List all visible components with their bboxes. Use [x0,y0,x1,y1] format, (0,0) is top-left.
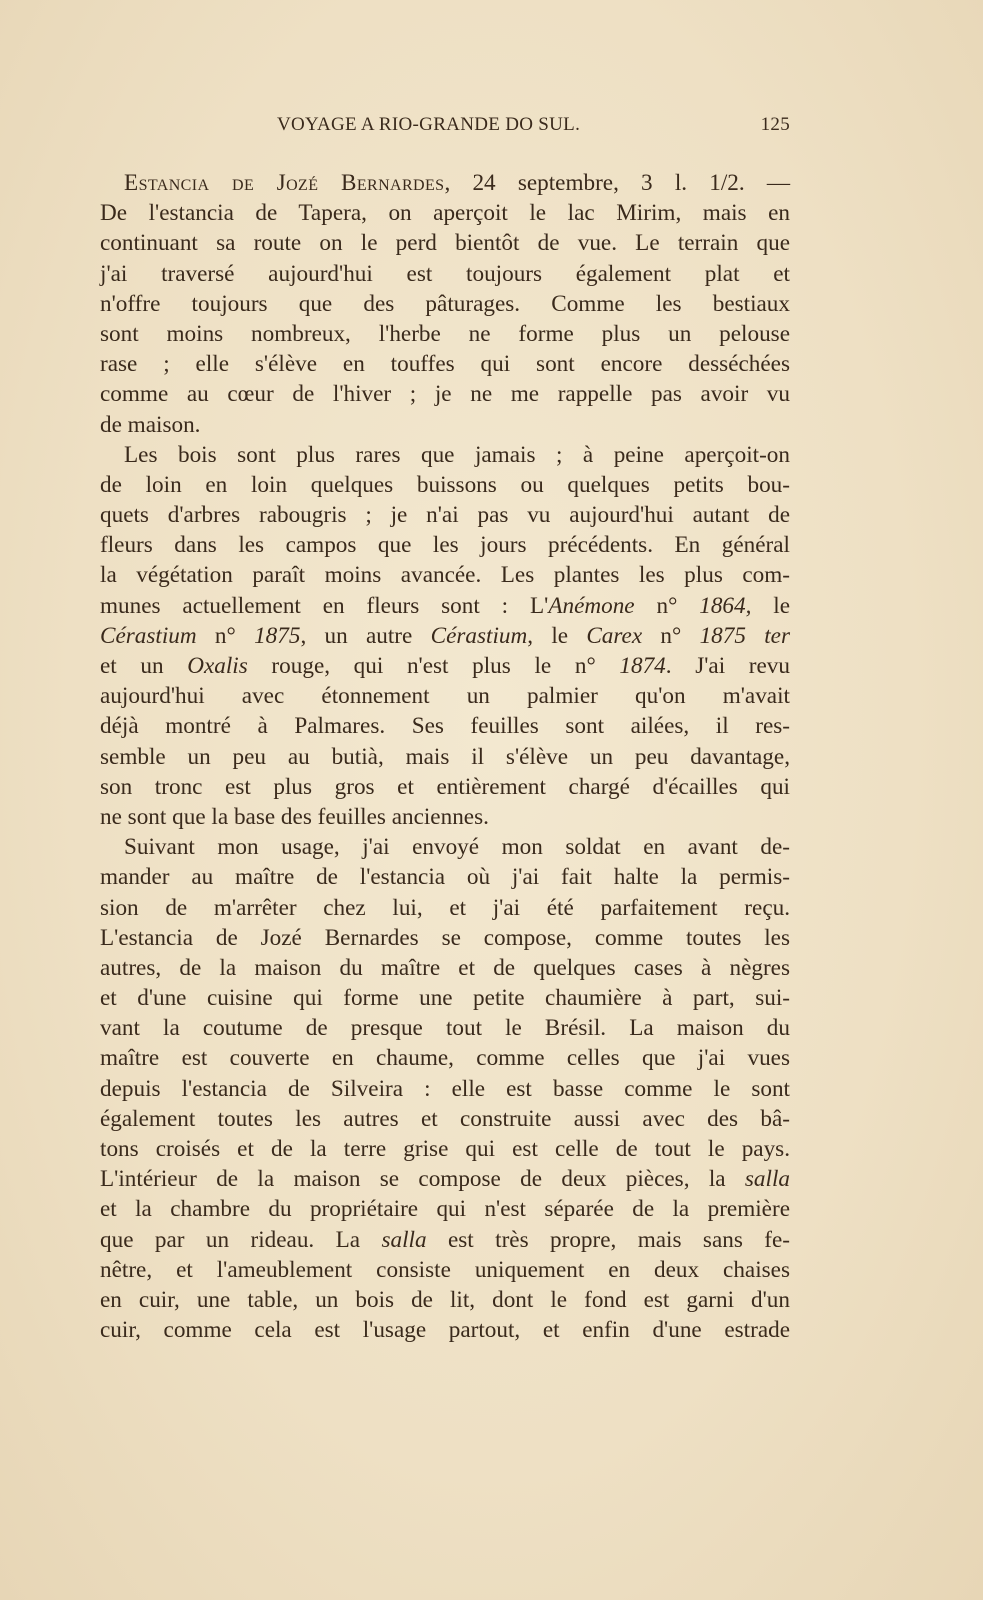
text-segment: munes actuellement en fleurs sont : L' [100,592,549,619]
text-line [100,742,790,772]
text-segment: maître est couverte en chaume, comme celles que j'ai vues [100,1045,790,1072]
text-line [100,802,790,832]
text-line [100,621,790,651]
running-title: VOYAGE A RIO-GRANDE DO SUL. [277,114,581,135]
text-line [100,1043,790,1073]
italic-term: Oxalis [187,653,248,679]
text-line [100,1104,790,1134]
paragraph [100,832,790,1345]
text-segment: la végétation paraît moins avancée. Les plantes les plus com- [100,562,790,589]
text-segment: est très propre, mais sans fe- [426,1226,790,1253]
text-segment: nêtre, et l'ameublement consiste uniquement en deux chaises [100,1256,790,1283]
text-segment: depuis l'estancia de Silveira : elle est basse comme le sont [100,1075,790,1102]
text-segment: mander au maître de l'estancia où j'ai fait halte la permis- [100,864,790,891]
text-segment: , le [527,622,587,649]
italic-term: salla [381,1226,427,1253]
text-segment: que par un rideau. La [100,1226,382,1253]
text-line [100,228,790,258]
text-segment: tons croisés et de la terre grise qui est celle de tout le pays. [100,1136,790,1162]
text-line [100,591,790,621]
text-line [100,259,790,289]
italic-term: 1875 ter [699,622,790,649]
text-segment: Suivant mon usage, j'ai envoyé mon soldat en avant de- [124,834,790,861]
paragraph [100,440,790,832]
text-segment: déjà montré à Palmares. Ses feuilles sont ailées, il res- [100,713,790,740]
italic-term: Anémone [548,592,635,619]
text-segment: n'offre toujours que des pâturages. Comme les bestiaux [100,290,790,317]
small-caps-heading: Estancia de Jozé Bernardes [124,170,445,196]
text-line [100,1315,790,1345]
text-segment: L'estancia de Jozé Bernardes se compose, comme toutes les [100,924,790,951]
text-line [100,651,790,681]
text-segment: fleurs dans les campos que les jours précédents. En général [100,532,790,559]
text-line [100,711,790,741]
text-line [100,198,790,228]
text-line [100,862,790,892]
text-segment: autres, de la maison du maître et de quelques cases à nègres [100,954,790,981]
text-line [100,349,790,379]
italic-term: Cérastium [100,622,197,649]
text-segment: cuir, comme cela est l'usage partout, et enfin d'une estrade [100,1317,790,1344]
text-segment: quets d'arbres rabougris ; je n'ai pas vu aujourd'hui autant de [100,502,790,529]
text-segment: n° [642,622,700,649]
text-line [100,983,790,1013]
text-segment: et la chambre du propriétaire qui n'est séparée de la première [100,1196,790,1223]
text-line [100,1074,790,1104]
text-line [100,1194,790,1224]
text-segment: de loin en loin quelques buissons ou quelques petits bou- [100,471,790,498]
text-line [100,923,790,953]
text-line [100,1225,790,1255]
italic-term: 1864, [699,592,752,619]
text-segment: comme au cœur de l'hiver ; je ne me rappelle pas avoir vu [100,381,790,408]
page-number: 125 [760,114,790,135]
text-segment: vant la coutume de presque tout le Brésil. La maison du [100,1015,790,1042]
text-segment: aujourd'hui avec étonnement un palmier qu'on m'avait [100,683,790,710]
text-segment: continuant sa route on le perd bientôt de vue. Le terrain que [100,230,790,257]
text-segment: semble un peu au butià, mais il s'élève un peu davantage, [100,743,790,770]
text-segment: j'ai traversé aujourd'hui est toujours également plat et [100,260,790,287]
text-line [100,319,790,349]
text-line [100,832,790,862]
text-line [100,893,790,923]
text-segment: sont moins nombreux, l'herbe ne forme plus un pelouse [100,320,790,347]
text-line [100,500,790,530]
text-line [100,1255,790,1285]
text-segment: ne sont que la base des feuilles anciennes. [100,803,489,830]
text-segment: et d'une cuisine qui forme une petite chaumière à part, sui- [100,985,790,1012]
text-segment: sion de m'arrêter chez lui, et j'ai été parfaitement reçu. [100,894,790,921]
text-line [100,530,790,560]
text-segment: , un autre [300,622,431,649]
italic-term: salla [744,1166,790,1193]
running-head [100,114,790,140]
text-line [100,1164,790,1194]
text-segment: , 24 septembre, 3 l. 1/2. — [444,170,791,196]
text-line [100,1134,790,1164]
text-segment: également toutes les autres et construite aussi avec des bâ- [100,1105,790,1132]
text-line [100,953,790,983]
text-segment: de maison. [100,411,201,438]
text-segment: Les bois sont plus rares que jamais ; à peine aperçoit-on [124,441,790,468]
text-segment: L'intérieur de la maison se compose de deux pièces, la [100,1166,745,1193]
italic-term: 1874 [619,653,666,679]
text-line [100,440,790,470]
paragraph [100,168,790,440]
text-segment: n° [196,622,255,649]
italic-term: Carex [586,622,643,649]
body-text [100,168,790,1345]
italic-term: Cérastium [430,622,528,649]
text-line [100,1285,790,1315]
text-line [100,168,790,198]
text-segment: en cuir, une table, un bois de lit, dont le fond est garni d'un [100,1286,790,1313]
text-segment: rase ; elle s'élève en touffes qui sont encore desséchées [100,351,790,378]
text-line [100,681,790,711]
text-line [100,379,790,409]
text-line [100,289,790,319]
text-segment: De l'estancia de Tapera, on aperçoit le lac Mirim, mais en [100,200,790,227]
text-line [100,470,790,500]
italic-term: 1875 [254,622,301,649]
text-segment: . J'ai revu [665,653,790,679]
text-segment: n° [634,592,700,619]
text-segment: et un [100,653,188,679]
text-line [100,772,790,802]
text-line [100,410,790,440]
text-segment: son tronc est plus gros et entièrement chargé d'écailles qui [100,773,790,800]
text-line [100,560,790,590]
text-segment: rouge, qui n'est plus le n° [247,653,620,679]
text-segment: le [751,592,790,619]
text-line [100,1013,790,1043]
